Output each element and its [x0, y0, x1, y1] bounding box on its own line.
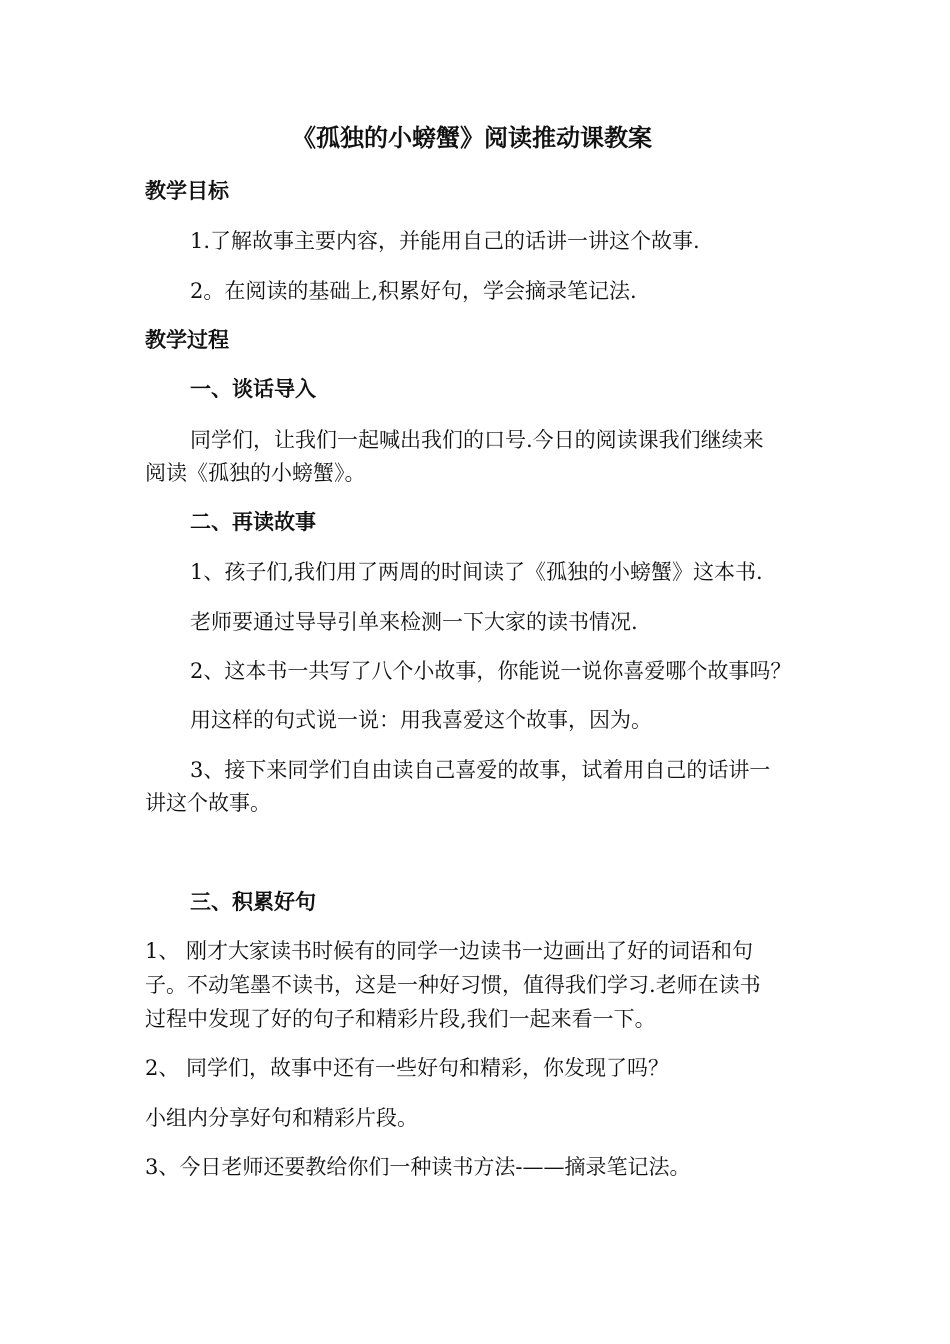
- section-3-item-1-line-1: 1、 刚才大家读书时候有的同学一边读书一边画出了好的词语和句: [145, 939, 754, 963]
- section-2-item-1: 1、孩子们,我们用了两周的时间读了《孤独的小螃蟹》这本书.: [190, 560, 763, 584]
- section-2-item-2: 2、这本书一共写了八个小故事，你能说一说你喜爱哪个故事吗？: [190, 659, 792, 683]
- section-3-item-2-continued: 小组内分享好句和精彩片段。: [145, 1106, 418, 1130]
- section-2-item-3-line-2: 讲这个故事。: [145, 791, 271, 815]
- section-2-item-3-line-1: 3、接下来同学们自由读自己喜爱的故事，试着用自己的话讲一: [190, 758, 771, 782]
- section-1-paragraph-line-2: 阅读《孤独的小螃蟹》。: [145, 461, 366, 485]
- goal-item-2: 2。在阅读的基础上,积累好句，学会摘录笔记法.: [190, 279, 637, 303]
- section-2-item-2-continued: 用这样的句式说一说：用我喜爱这个故事，因为。: [190, 708, 652, 732]
- section-3-heading: 三、积累好句: [190, 890, 316, 914]
- section-3-item-1-line-2: 子。不动笔墨不读书，这是一种好习惯，值得我们学习.老师在读书: [145, 973, 761, 997]
- section-3-item-3: 3、今日老师还要教给你们一种读书方法-——摘录笔记法。: [145, 1155, 691, 1179]
- goals-heading: 教学目标: [145, 179, 229, 203]
- section-1-heading: 一、谈话导入: [190, 377, 316, 401]
- section-3-item-2: 2、 同学们，故事中还有一些好句和精彩，你发现了吗？: [145, 1056, 670, 1080]
- section-1-paragraph-line-1: 同学们，让我们一起喊出我们的口号.今日的阅读课我们继续来: [190, 428, 764, 452]
- document-title: 《孤独的小螃蟹》阅读推动课教案: [292, 124, 652, 152]
- section-2-item-1-continued: 老师要通过导导引单来检测一下大家的读书情况.: [190, 610, 638, 634]
- section-2-heading: 二、再读故事: [190, 510, 316, 534]
- goal-item-1: 1.了解故事主要内容，并能用自己的话讲一讲这个故事.: [190, 229, 700, 253]
- process-heading: 教学过程: [145, 328, 229, 352]
- section-3-item-1-line-3: 过程中发现了好的句子和精彩片段,我们一起来看一下。: [145, 1007, 656, 1031]
